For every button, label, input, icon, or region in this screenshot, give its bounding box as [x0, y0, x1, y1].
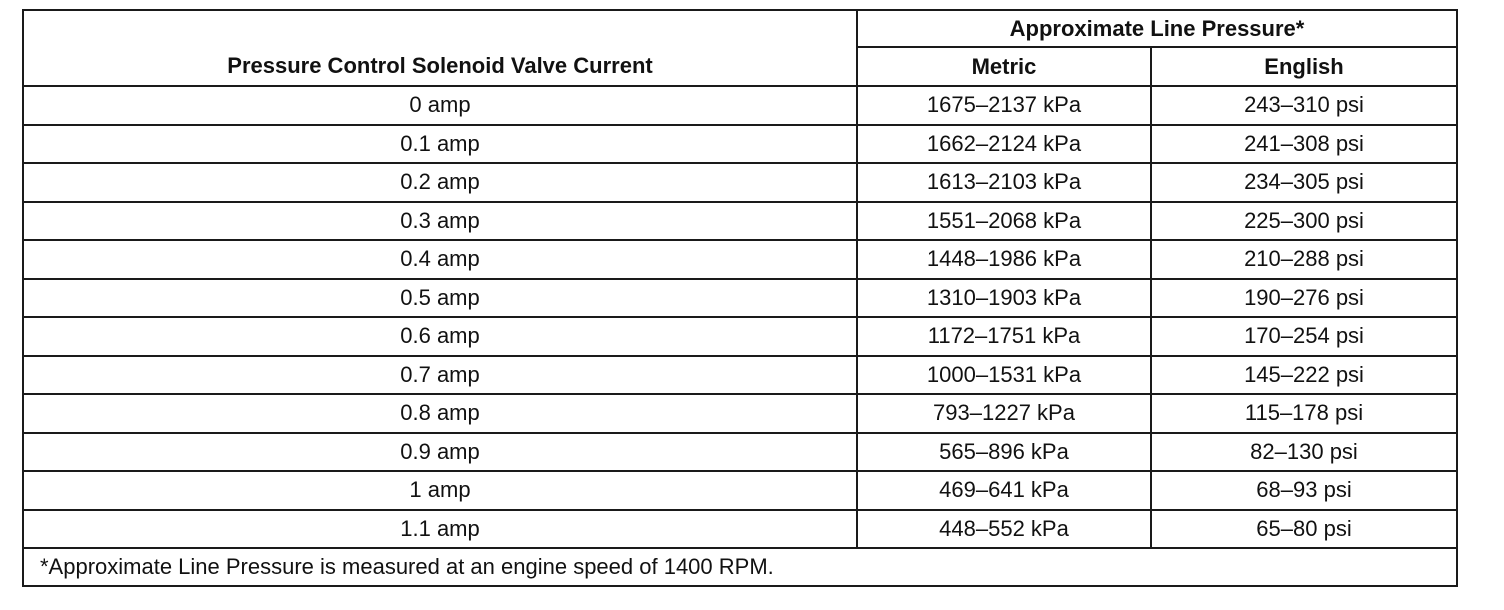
table-footnote: *Approximate Line Pressure is measured at an engine speed of 1400 RPM.	[23, 548, 1457, 586]
cell-english: 234–305 psi	[1151, 163, 1457, 202]
cell-current: 0.2 amp	[23, 163, 857, 202]
cell-english: 65–80 psi	[1151, 510, 1457, 549]
header-metric: Metric	[857, 47, 1151, 86]
table-row	[23, 433, 1457, 472]
cell-current: 0.5 amp	[23, 279, 857, 318]
cell-metric: 1551–2068 kPa	[857, 202, 1151, 241]
table-row	[23, 394, 1457, 433]
cell-english: 170–254 psi	[1151, 317, 1457, 356]
cell-english: 210–288 psi	[1151, 240, 1457, 279]
table-row	[23, 125, 1457, 164]
cell-current: 1.1 amp	[23, 510, 857, 549]
cell-english: 145–222 psi	[1151, 356, 1457, 395]
table-row	[23, 317, 1457, 356]
cell-metric: 1310–1903 kPa	[857, 279, 1151, 318]
cell-metric: 1675–2137 kPa	[857, 86, 1151, 125]
table-row	[23, 279, 1457, 318]
table-row	[23, 356, 1457, 395]
cell-current: 1 amp	[23, 471, 857, 510]
header-solenoid-current: Pressure Control Solenoid Valve Current	[23, 10, 857, 86]
line-pressure-table-container	[22, 9, 1456, 587]
line-pressure-table	[22, 9, 1458, 587]
header-english: English	[1151, 47, 1457, 86]
cell-current: 0.9 amp	[23, 433, 857, 472]
table-row	[23, 471, 1457, 510]
cell-current: 0 amp	[23, 86, 857, 125]
table-body	[23, 86, 1457, 548]
cell-english: 243–310 psi	[1151, 86, 1457, 125]
cell-english: 82–130 psi	[1151, 433, 1457, 472]
table-row	[23, 163, 1457, 202]
cell-english: 225–300 psi	[1151, 202, 1457, 241]
table-row	[23, 86, 1457, 125]
table-row	[23, 240, 1457, 279]
cell-current: 0.1 amp	[23, 125, 857, 164]
cell-metric: 565–896 kPa	[857, 433, 1151, 472]
cell-english: 115–178 psi	[1151, 394, 1457, 433]
cell-metric: 1613–2103 kPa	[857, 163, 1151, 202]
cell-metric: 1662–2124 kPa	[857, 125, 1151, 164]
cell-current: 0.6 amp	[23, 317, 857, 356]
cell-english: 190–276 psi	[1151, 279, 1457, 318]
cell-metric: 469–641 kPa	[857, 471, 1151, 510]
table-row	[23, 202, 1457, 241]
cell-metric: 1000–1531 kPa	[857, 356, 1151, 395]
cell-current: 0.7 amp	[23, 356, 857, 395]
cell-metric: 1448–1986 kPa	[857, 240, 1151, 279]
cell-current: 0.4 amp	[23, 240, 857, 279]
cell-english: 241–308 psi	[1151, 125, 1457, 164]
cell-metric: 448–552 kPa	[857, 510, 1151, 549]
cell-metric: 1172–1751 kPa	[857, 317, 1151, 356]
header-approximate-line-pressure: Approximate Line Pressure*	[857, 10, 1457, 47]
cell-current: 0.3 amp	[23, 202, 857, 241]
cell-english: 68–93 psi	[1151, 471, 1457, 510]
cell-metric: 793–1227 kPa	[857, 394, 1151, 433]
table-row	[23, 510, 1457, 549]
cell-current: 0.8 amp	[23, 394, 857, 433]
